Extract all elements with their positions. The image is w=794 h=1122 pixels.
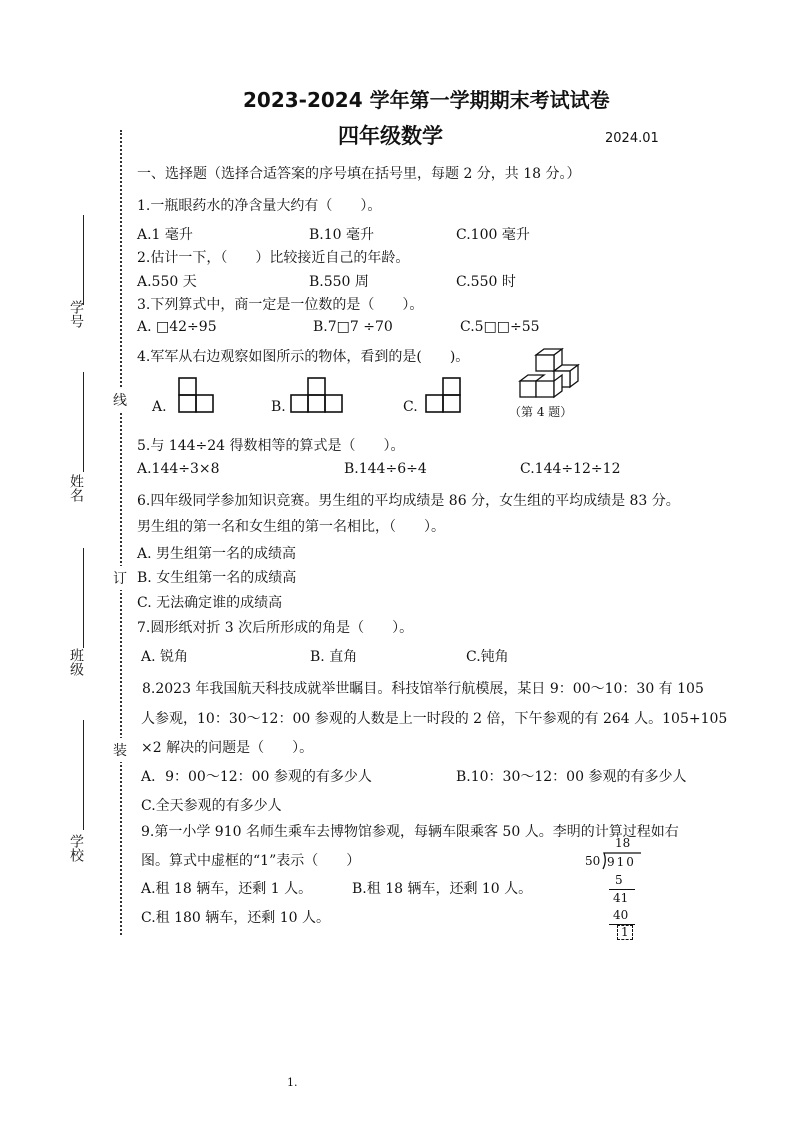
q4-option-a-view <box>178 377 214 413</box>
q2-option-b[interactable]: B.550 周 <box>309 274 369 290</box>
q4-option-c[interactable]: C. <box>403 399 418 415</box>
q7-option-b[interactable]: B. 直角 <box>310 649 358 665</box>
student-id-label: 学号 <box>68 300 84 328</box>
binding-char-zhuang: 装 <box>113 738 127 762</box>
q6-option-c[interactable]: C. 无法确定谁的成绩高 <box>137 595 283 611</box>
q4-figure-caption: （第 4 题） <box>509 405 573 419</box>
name-underline[interactable] <box>83 372 84 472</box>
q8-stem-line2: 人参观，10：30～12：00 参观的人数是上一时段的 2 倍，下午参观的有 264 人。105+105 <box>141 711 728 727</box>
q9-option-a[interactable]: A.租 18 辆车，还剩 1 人。 <box>141 881 313 897</box>
q2-option-c[interactable]: C.550 时 <box>456 274 516 290</box>
q7-option-c[interactable]: C.钝角 <box>466 649 509 665</box>
division-remainder-dashed-box: 1 <box>617 925 633 940</box>
q6-stem-line1: 6.四年级同学参加知识竞赛。男生组的平均成绩是 86 分，女生组的平均成绩是 83 分。 <box>137 493 680 509</box>
q3-stem: 3.下列算式中，商一定是一位数的是（ ）。 <box>137 297 424 313</box>
q7-stem: 7.圆形纸对折 3 次后所形成的角是（ ）。 <box>137 620 414 636</box>
name-label: 姓名 <box>68 474 84 502</box>
q6-option-b[interactable]: B. 女生组第一名的成绩高 <box>137 570 297 586</box>
division-dividend: 910 <box>607 855 636 869</box>
q9-stem-line2: 图。算式中虚框的“1”表示（ ） <box>141 853 361 869</box>
exam-title: 2023-2024 学年第一学期期末考试试卷 <box>243 88 610 112</box>
class-label: 班级 <box>68 648 84 676</box>
q8-option-a[interactable]: A．9：00～12：00 参观的有多少人 <box>141 769 372 785</box>
binding-char-ding: 订 <box>113 566 127 590</box>
q4-cube-figure <box>518 345 582 401</box>
class-underline[interactable] <box>83 548 84 648</box>
q2-option-a[interactable]: A.550 天 <box>137 274 197 290</box>
q1-stem: 1.一瓶眼药水的净含量大约有（ ）。 <box>137 198 382 214</box>
q3-option-c[interactable]: C.5□□÷55 <box>460 319 540 335</box>
q8-option-c[interactable]: C.全天参观的有多少人 <box>141 798 282 814</box>
q1-option-a[interactable]: A.1 毫升 <box>137 227 193 243</box>
q4-option-c-view <box>425 377 461 413</box>
q5-option-b[interactable]: B.144÷6÷4 <box>344 461 427 477</box>
q8-stem-line1: 8.2023 年我国航天科技成就举世瞩目。科技馆举行航模展，某日 9：00～10：30 有 105 <box>142 681 704 697</box>
q8-option-b[interactable]: B.10：30～12：00 参观的有多少人 <box>456 769 687 785</box>
school-label: 学校 <box>68 834 84 862</box>
school-underline[interactable] <box>83 720 84 830</box>
division-step-subtract-2: 40 <box>613 908 629 922</box>
binding-dotted-line <box>120 130 122 935</box>
long-division <box>585 836 655 946</box>
q4-option-b[interactable]: B. <box>271 399 286 415</box>
exam-date: 2024.01 <box>605 131 659 146</box>
q1-option-b[interactable]: B.10 毫升 <box>309 227 375 243</box>
q4-option-a[interactable]: A. <box>152 399 167 415</box>
q1-option-c[interactable]: C.100 毫升 <box>456 227 530 243</box>
student-id-underline[interactable] <box>83 215 84 305</box>
section-heading: 一、选择题（选择合适答案的序号填在括号里，每题 2 分，共 18 分。） <box>137 166 581 182</box>
q7-option-a[interactable]: A. 锐角 <box>141 649 189 665</box>
q4-stem: 4.军军从右边观察如图所示的物体，看到的是( )。 <box>137 349 470 365</box>
q5-option-a[interactable]: A.144÷3×8 <box>137 461 220 477</box>
q4-option-b-view <box>290 377 344 413</box>
division-rule-1 <box>609 889 635 890</box>
q8-stem-line3: ×2 解决的问题是（ ）。 <box>141 740 314 756</box>
q3-option-a[interactable]: A. □42÷95 <box>137 319 217 335</box>
exam-subtitle: 四年级数学 <box>338 124 443 148</box>
q2-stem: 2.估计一下，（ ）比较接近自己的年龄。 <box>137 250 410 266</box>
division-step-subtract-1: 5 <box>615 873 623 887</box>
binding-char-xian: 线 <box>113 388 127 412</box>
q9-option-c[interactable]: C.租 180 辆车，还剩 10 人。 <box>141 910 330 926</box>
division-quotient: 18 <box>615 836 631 850</box>
page-mark: 1. <box>287 1076 298 1089</box>
division-divisor: 50 <box>585 854 601 868</box>
q5-stem: 5.与 144÷24 得数相等的算式是（ ）。 <box>137 438 405 454</box>
q9-stem-line1: 9.第一小学 910 名师生乘车去博物馆参观，每辆车限乘客 50 人。李明的计算过程如右 <box>141 824 679 840</box>
q9-option-b[interactable]: B.租 18 辆车，还剩 10 人。 <box>352 881 533 897</box>
q5-option-c[interactable]: C.144÷12÷12 <box>520 461 621 477</box>
q6-option-a[interactable]: A. 男生组第一名的成绩高 <box>137 546 297 562</box>
q3-option-b[interactable]: B.7□7 ÷70 <box>313 319 393 335</box>
q6-stem-line2: 男生组的第一名和女生组的第一名相比，（ ）。 <box>137 519 445 535</box>
division-step-partial: 41 <box>613 891 629 905</box>
